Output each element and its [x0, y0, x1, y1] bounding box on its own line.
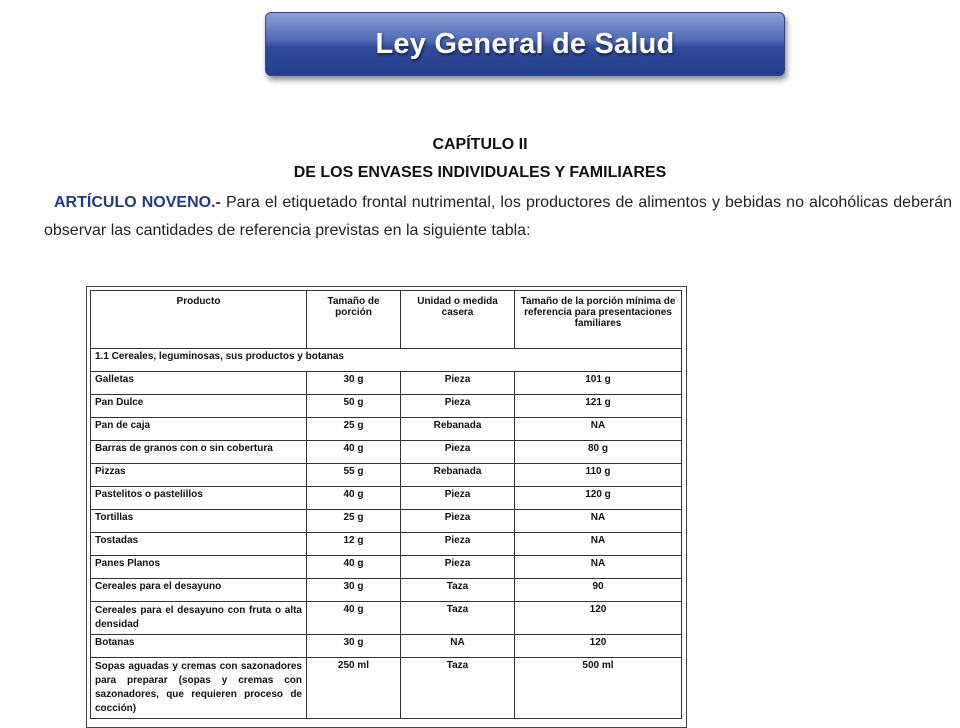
- cell-producto: Botanas: [91, 635, 307, 658]
- cell-porcion-minima: 121 g: [515, 395, 682, 418]
- cell-tamano: 40 g: [307, 441, 401, 464]
- cell-producto: Sopas aguadas y cremas con sazonadores para preparar (sopas y cremas con sazonadores, que requieren proceso de cocción): [91, 658, 307, 719]
- cell-tamano: 25 g: [307, 418, 401, 441]
- cell-tamano: 30 g: [307, 372, 401, 395]
- table-row: [91, 372, 682, 395]
- cell-unidad: NA: [401, 635, 515, 658]
- cell-producto: Tostadas: [91, 533, 307, 556]
- cell-porcion-minima: 110 g: [515, 464, 682, 487]
- header-tamano-porcion: Tamaño de porción: [307, 291, 401, 349]
- cell-porcion-minima: 101 g: [515, 372, 682, 395]
- cell-unidad: Rebanada: [401, 418, 515, 441]
- cell-producto: Pastelitos o pastelillos: [91, 487, 307, 510]
- cell-porcion-minima: 120 g: [515, 487, 682, 510]
- cell-producto: Galletas: [91, 372, 307, 395]
- table-row: [91, 441, 682, 464]
- cell-porcion-minima: NA: [515, 556, 682, 579]
- header-porcion-minima: Tamaño de la porción mínima de referencia para presentaciones familiares: [515, 291, 682, 349]
- table-row: [91, 556, 682, 579]
- cell-producto: Pizzas: [91, 464, 307, 487]
- cell-tamano: 250 ml: [307, 658, 401, 719]
- table-row: [91, 487, 682, 510]
- cell-unidad: Pieza: [401, 556, 515, 579]
- cell-tamano: 25 g: [307, 510, 401, 533]
- cell-producto: Tortillas: [91, 510, 307, 533]
- cell-porcion-minima: 80 g: [515, 441, 682, 464]
- cell-unidad: Pieza: [401, 533, 515, 556]
- cell-tamano: 30 g: [307, 635, 401, 658]
- cell-unidad: Taza: [401, 658, 515, 719]
- reference-table: [90, 290, 682, 719]
- cell-tamano: 12 g: [307, 533, 401, 556]
- table-row: [91, 510, 682, 533]
- cell-porcion-minima: 120: [515, 602, 682, 635]
- cell-unidad: Rebanada: [401, 464, 515, 487]
- cell-producto: Pan Dulce: [91, 395, 307, 418]
- cell-unidad: Pieza: [401, 441, 515, 464]
- article-body: Para el etiquetado frontal nutrimental, los productores de alimentos y bebidas no alcohólicas deberán observar las cantidades de referencia previstas en la siguiente tabla:: [44, 194, 953, 239]
- chapter-subtitle: DE LOS ENVASES INDIVIDUALES Y FAMILIARES: [293, 164, 667, 181]
- table-row: [91, 418, 682, 441]
- cell-tamano: 50 g: [307, 395, 401, 418]
- cell-unidad: Pieza: [401, 487, 515, 510]
- cell-tamano: 40 g: [307, 556, 401, 579]
- cell-unidad: Taza: [401, 602, 515, 635]
- cell-porcion-minima: 120: [515, 635, 682, 658]
- cell-unidad: Pieza: [401, 372, 515, 395]
- cell-tamano: 30 g: [307, 579, 401, 602]
- chapter-heading: CAPÍTULO II: [432, 136, 528, 153]
- cell-producto: Pan de caja: [91, 418, 307, 441]
- cell-porcion-minima: NA: [515, 533, 682, 556]
- cell-tamano: 40 g: [307, 602, 401, 635]
- header-producto: Producto: [91, 291, 307, 349]
- cell-producto: Panes Planos: [91, 556, 307, 579]
- cell-unidad: Pieza: [401, 510, 515, 533]
- banner-title: Ley General de Salud: [375, 27, 675, 60]
- cell-unidad: Pieza: [401, 395, 515, 418]
- article-paragraph: [44, 189, 952, 245]
- cell-producto: Barras de granos con o sin cobertura: [91, 441, 307, 464]
- table-row: [91, 579, 682, 602]
- table-row: [91, 533, 682, 556]
- cell-porcion-minima: NA: [515, 510, 682, 533]
- cell-porcion-minima: 90: [515, 579, 682, 602]
- section-row: 1.1 Cereales, leguminosas, sus productos y botanas: [91, 349, 682, 372]
- table-row: [91, 602, 682, 635]
- article-lead: ARTÍCULO NOVENO.-: [54, 194, 221, 211]
- cell-porcion-minima: 500 ml: [515, 658, 682, 719]
- table-row: [91, 395, 682, 418]
- table-row: [91, 658, 682, 719]
- cell-producto: Cereales para el desayuno con fruta o alta densidad: [91, 602, 307, 635]
- cell-unidad: Taza: [401, 579, 515, 602]
- table-row: [91, 635, 682, 658]
- cell-producto: Cereales para el desayuno: [91, 579, 307, 602]
- header-unidad-medida: Unidad o medida casera: [401, 291, 515, 349]
- cell-tamano: 55 g: [307, 464, 401, 487]
- cell-porcion-minima: NA: [515, 418, 682, 441]
- table-row: [91, 464, 682, 487]
- title-banner: [265, 12, 785, 76]
- cell-tamano: 40 g: [307, 487, 401, 510]
